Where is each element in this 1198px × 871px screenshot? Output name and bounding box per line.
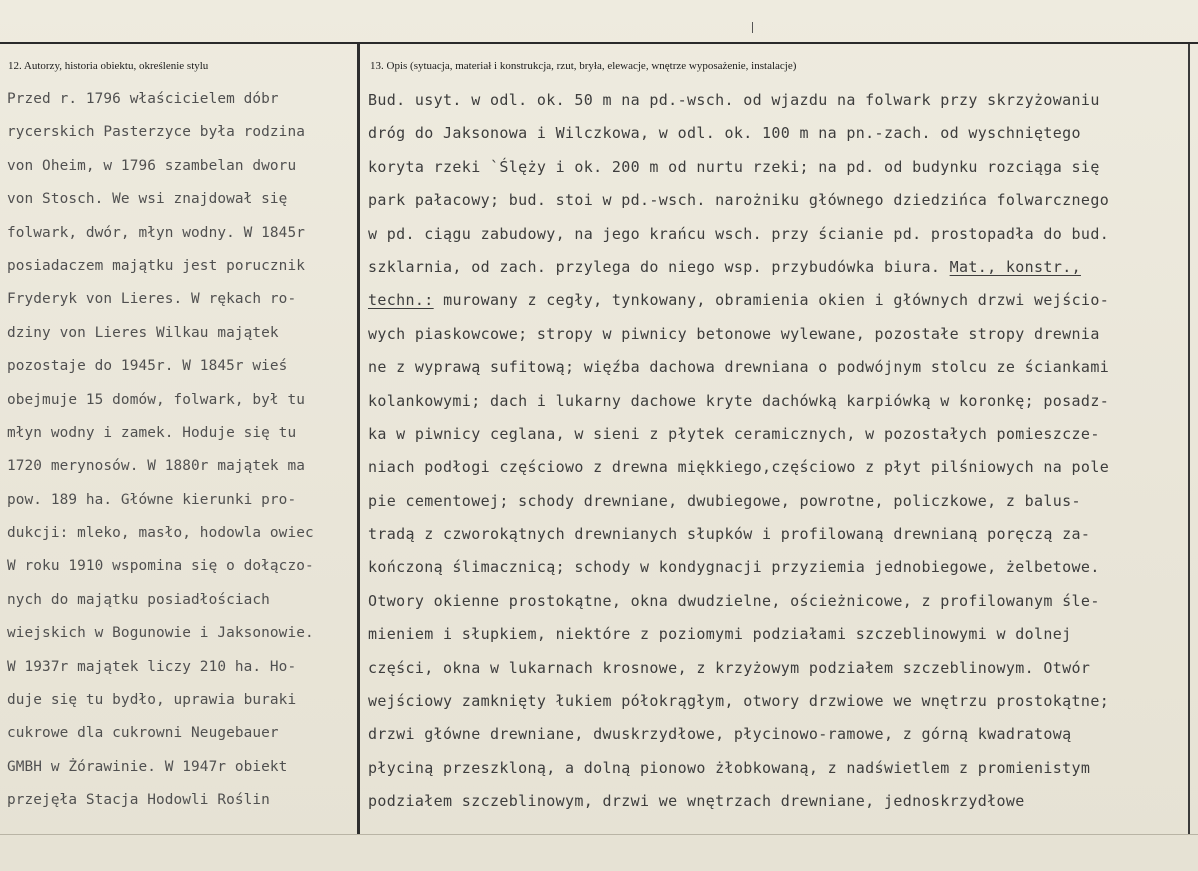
history-line: Fryderyk von Lieres. W rękach ro- [7,291,297,308]
history-line: nych do majątku posiadłościach [7,591,270,608]
description-line: kolankowymi; dach i lukarny dachowe kryte dachówką karpiówką w koronkę; posadz- [368,391,1110,410]
description-line: mieniem i słupkiem, niektóre z poziomymi podziałami szczeblinowymi w dolnej [368,625,1072,644]
description-line [368,258,1184,291]
description-text: szklarnia, od zach. przylega do niego wsp. przybudówka biura. [368,257,941,276]
history-column [7,91,353,826]
description-line: w pd. ciągu zabudowy, na jego krańcu wsch. przy ścianie pd. prostopadła do bud. [368,224,1110,243]
description-line: Otwory okienne prostokątne, okna dwudzielne, ościeżnicowe, z profilowanym śle- [368,591,1100,610]
description-column [368,91,1184,826]
description-line: kończoną ślimacznicą; schody w kondygnacji przyziemia jednobiegowe, żelbetowe. [368,558,1100,577]
history-line: Przed r. 1796 właścicielem dóbr [7,91,279,107]
description-line: wejściowy zamknięty łukiem półokrągłym, otwory drzwiowe we wnętrzu prostokątne; [368,692,1110,711]
history-line: przejęła Stacja Hodowli Roślin [7,792,270,809]
history-line: 1720 merynosów. W 1880r majątek ma [7,458,305,475]
column-divider [357,44,360,834]
history-line: posiadaczem majątku jest porucznik [7,257,305,274]
history-line: dziny von Lieres Wilkau majątek [7,324,279,341]
description-text: murowany z cegły, tynkowany, obramienia okien i głównych drzwi wejścio- [443,291,1110,310]
description-line: części, okna w lukarnach krosnowe, z krzyżowym podziałem szczeblinowym. Otwór [368,658,1091,677]
history-line: W 1937r majątek liczy 210 ha. Ho- [7,658,297,675]
description-line: podziałem szczeblinowym, drzwi we wnętrzach drewniane, jednoskrzydłowe [368,792,1025,811]
history-line: młyn wodny i zamek. Hoduje się tu [7,424,297,441]
description-line: Bud. usyt. w odl. ok. 50 m na pd.-wsch. od wjazdu na folwark przy skrzyżowaniu [368,91,1100,109]
header-section-13: 13. Opis (sytuacja, materiał i konstrukcja, rzut, bryła, elewacje, wnętrze wyposażenie, instalacje) [370,60,797,72]
description-line: dróg do Jaksonowa i Wilczkowa, w odl. ok. 100 m na pn.-zach. od wyschniętego [368,124,1081,143]
history-line: von Oheim, w 1796 szambelan dworu [7,157,297,174]
header-section-12: 12. Autorzy, historia obiektu, określenie stylu [8,60,209,72]
history-line: cukrowe dla cukrowni Neugebauer [7,725,279,742]
history-line: dukcji: mleko, masło, hodowla owiec [7,525,314,542]
description-line: drzwi główne drewniane, dwuskrzydłowe, płycinowo-ramowe, z górną kwadratową [368,725,1072,744]
description-line: pie cementowej; schody drewniane, dwubiegowe, powrotne, policzkowe, z balus- [368,491,1081,510]
history-line: duje się tu bydło, uprawia buraki [7,692,297,709]
description-line: tradą z czworokątnych drewnianych słupków i profilowaną drewnianą poręczą za- [368,525,1091,544]
right-border [1188,44,1190,834]
history-line: pozostaje do 1945r. W 1845r wieś [7,358,288,375]
history-line: obejmuje 15 domów, folwark, był tu [7,391,305,408]
material-heading: Mat., konstr., [949,257,1081,276]
top-rule [0,42,1198,44]
pen-mark [752,22,753,33]
history-line: folwark, dwór, młyn wodny. W 1845r [7,224,305,241]
history-line: von Stosch. We wsi znajdował się [7,191,288,208]
description-line: niach podłogi częściowo z drewna miękkiego,częściowo z płyt pilśniowych na pole [368,458,1110,477]
history-line: wiejskich w Bogunowie i Jaksonowie. [7,625,314,642]
history-line: pow. 189 ha. Główne kierunki pro- [7,491,297,508]
bottom-rule [0,834,1198,835]
description-line: wych piaskowcowe; stropy w piwnicy betonowe wylewane, pozostałe stropy drewnia [368,324,1100,343]
description-line: koryta rzeki `Ślęży i ok. 200 m od nurtu rzeki; na pd. od budynku rozciąga się [368,157,1100,176]
description-line: park pałacowy; bud. stoi w pd.-wsch. narożniku głównego dziedzińca folwarcznego [368,191,1110,210]
description-line [368,291,1184,324]
technique-heading: techn.: [368,291,434,310]
description-line: płyciną przeszkloną, a dolną pionowo żłobkowaną, z nadświetlem z promienistym [368,758,1091,777]
description-line: ka w piwnicy ceglana, w sieni z płytek ceramicznych, w pozostałych pomieszcze- [368,424,1100,443]
history-line: rycerskich Pasterzyce była rodzina [7,124,305,141]
description-line: ne z wyprawą sufitową; więźba dachowa drewniana o podwójnym stolcu ze ściankami [368,358,1110,377]
history-line: W roku 1910 wspomina się o dołączo- [7,558,314,575]
history-line: GMBH w Żórawinie. W 1947r obiekt [7,758,288,775]
